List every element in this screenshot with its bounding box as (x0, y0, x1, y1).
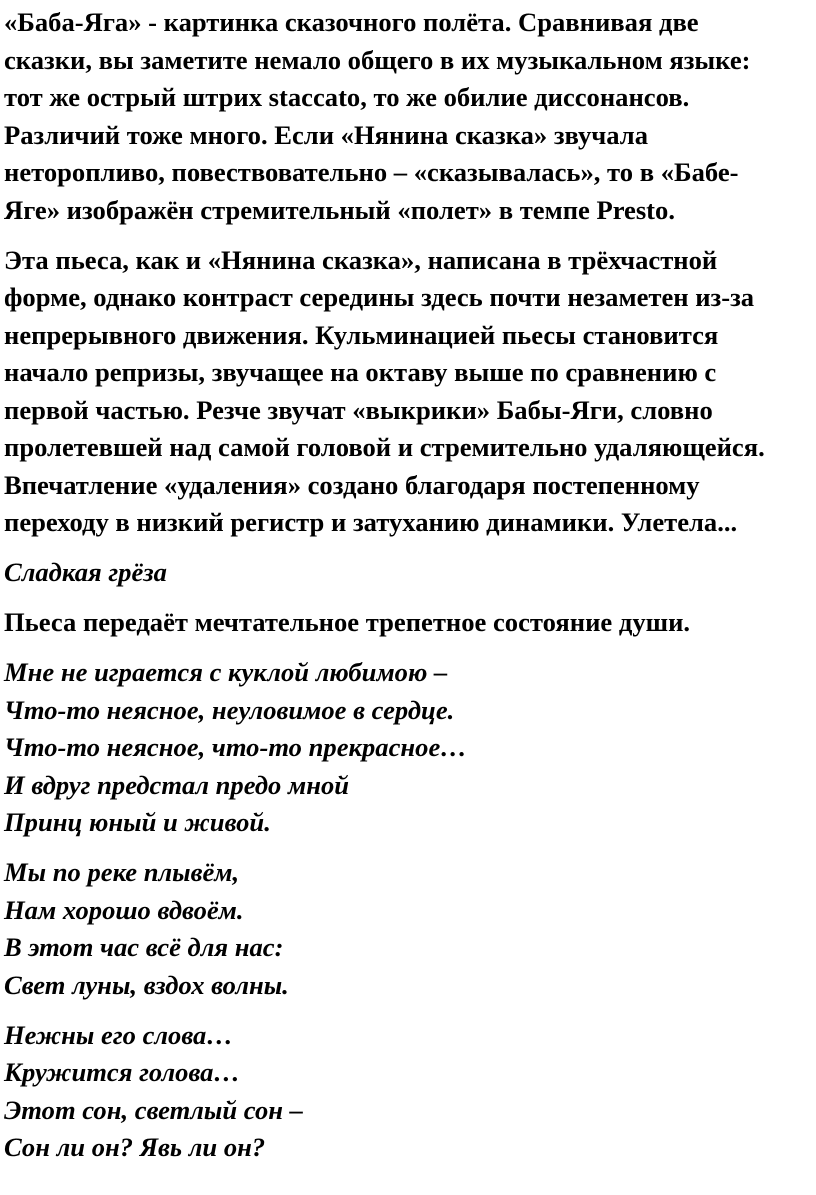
poem-line: И вдруг предстал предо мной (4, 769, 350, 800)
poem-stanza-1 (4, 654, 812, 842)
poem-line: Что-то неясное, что-то прекрасное… (4, 732, 467, 762)
poem-line: Нам хорошо вдвоём. (4, 894, 244, 925)
section-title (4, 554, 812, 592)
paragraph-baba-yaga (4, 4, 812, 229)
text-line: Впечатление «удаления» создано благодаря постепенному (4, 469, 700, 500)
text-line: Различий тоже много. Если «Нянина сказка» звучала (4, 119, 649, 150)
text-line: сказки, вы заметите немало общего в их музыкальном языке: (4, 44, 751, 75)
poem-line: Свет луны, вздох волны. (4, 969, 289, 1000)
text-line: первой частью. Резче звучат «выкрики» Бабы-Яги, словно (4, 394, 713, 425)
poem-stanza-2 (4, 854, 812, 1004)
poem-line: Кружится голова… (4, 1057, 241, 1087)
text-line: тот же острый штрих staccato, то же обилие диссонансов. (4, 82, 690, 112)
paragraph-form-analysis (4, 242, 812, 542)
text-line: непрерывного движения. Кульминацией пьесы становится (4, 319, 719, 350)
text-line: переходу в низкий регистр и затуханию динамики. Улетела... (4, 507, 738, 537)
poem-line: В этот час всё для нас: (4, 932, 284, 962)
text-line: Эта пьеса, как и «Нянина сказка», написана в трёхчастной (4, 244, 718, 275)
poem-line: Что-то неясное, неуловимое в сердце. (4, 694, 455, 725)
text-line: «Баба-Яга» - картинка сказочного полёта. Сравнивая две (4, 7, 699, 37)
poem-line: Сон ли он? Явь ли он? (4, 1132, 266, 1162)
section-intro-text: Пьеса передаёт мечтательное трепетное состояние души. (4, 607, 691, 637)
poem-line: Нежны его слова… (4, 1019, 233, 1050)
section-intro (4, 604, 812, 642)
poem-line: Мы по реке плывём, (4, 857, 240, 887)
poem-line: Этот сон, светлый сон – (4, 1094, 303, 1125)
document-page (4, 4, 812, 1179)
text-line: пролетевшей над самой головой и стремительно удаляющейся. (4, 432, 765, 462)
text-line: неторопливо, повествовательно – «сказывалась», то в «Бабе- (4, 157, 739, 187)
text-line: форме, однако контраст середины здесь почти незаметен из-за (4, 282, 755, 312)
poem-line: Принц юный и живой. (4, 807, 271, 837)
text-line: Яге» изображён стремительный «полет» в темпе Presto. (4, 194, 675, 225)
poem-line: Мне не играется с куклой любимою – (4, 657, 448, 687)
text-line: начало репризы, звучащее на октаву выше по сравнению с (4, 357, 717, 387)
poem-stanza-3 (4, 1017, 812, 1167)
section-title-text: Сладкая грёза (4, 557, 167, 587)
